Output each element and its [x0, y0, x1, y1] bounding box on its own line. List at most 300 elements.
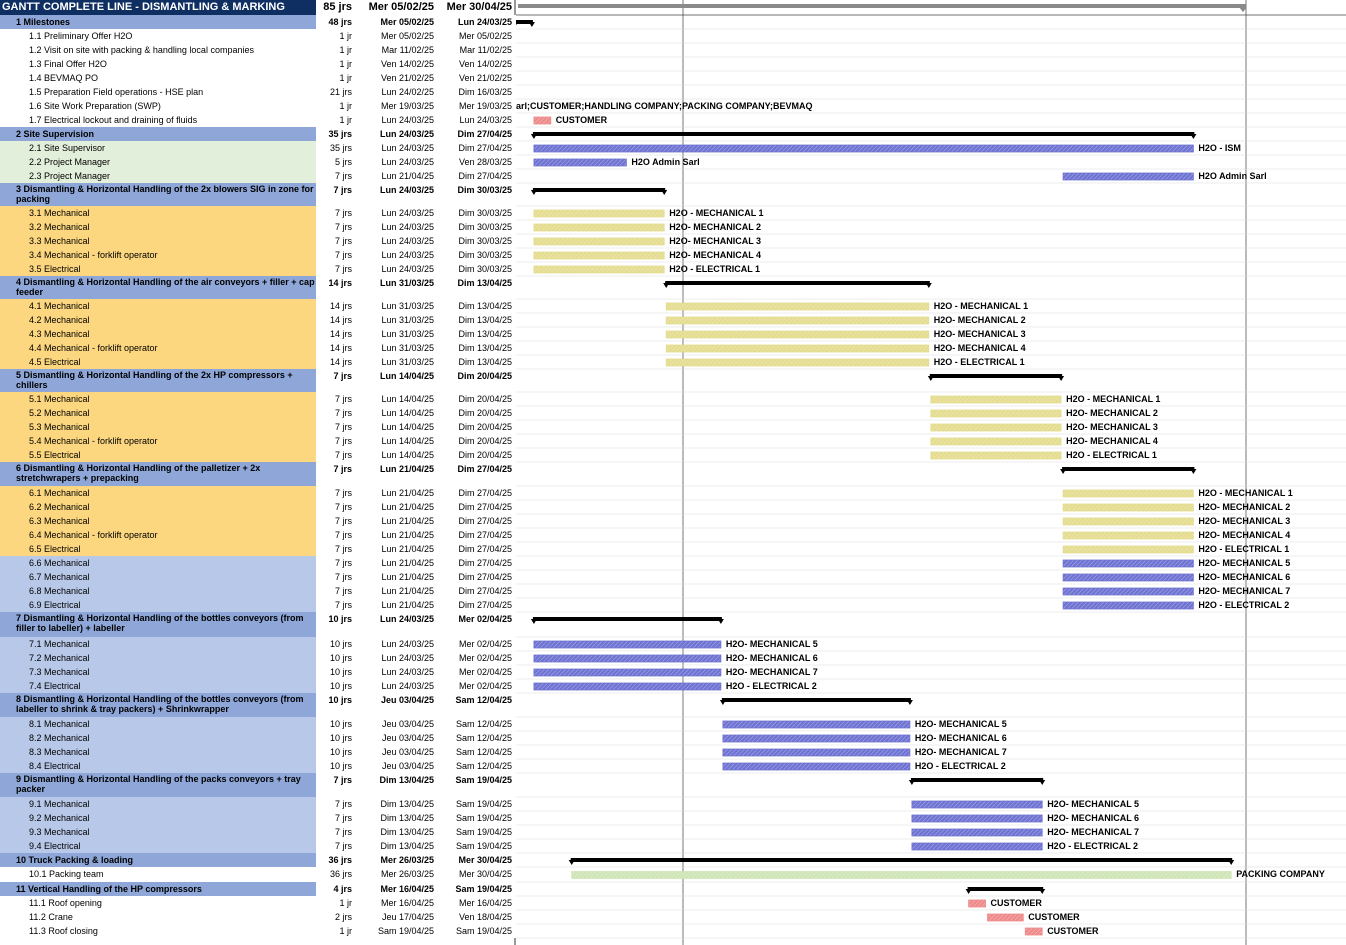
task-name-cell: 6.8 Mechanical: [0, 584, 316, 598]
task-duration-cell: 1 jr: [316, 43, 356, 57]
task-start-cell: Lun 24/03/25: [356, 141, 438, 155]
task-bar: [534, 145, 1194, 152]
task-bar: [534, 117, 551, 124]
resource-label: H2O- MECHANICAL 6: [725, 653, 818, 663]
resource-label: H2O - ELECTRICAL 1: [669, 264, 761, 274]
task-start-cell: Sam 19/04/25: [356, 924, 438, 938]
resource-label: CUSTOMER: [1028, 912, 1080, 922]
task-end-cell: Dim 13/04/25: [438, 299, 516, 313]
summary-bar-end-marker: [718, 619, 724, 624]
task-duration-cell: 7 jrs: [316, 556, 356, 570]
summary-bar: [911, 778, 1043, 782]
task-duration-cell: 14 jrs: [316, 299, 356, 313]
task-start-cell: Lun 24/03/25: [356, 234, 438, 248]
summary-bar-start-marker: [569, 860, 575, 865]
task-start-cell: Ven 21/02/25: [356, 71, 438, 85]
task-bar: [534, 238, 664, 245]
resource-label: H2O - ELECTRICAL 1: [1066, 450, 1157, 460]
resource-label: H2O - ELECTRICAL 1: [1198, 544, 1290, 554]
task-bar: [666, 317, 929, 324]
task-end-cell: Dim 30/03/25: [438, 183, 516, 206]
task-start-cell: Dim 13/04/25: [356, 839, 438, 853]
task-end-cell: Dim 20/04/25: [438, 392, 516, 406]
task-name-cell: 6.5 Electrical: [0, 542, 316, 556]
summary-bar: [533, 188, 665, 192]
task-name-cell: 1.7 Electrical lockout and draining of fluids: [0, 113, 316, 127]
task-end-cell: Mer 02/04/25: [438, 665, 516, 679]
task-start-cell: Lun 14/04/25: [356, 406, 438, 420]
task-end-cell: Dim 27/04/25: [438, 127, 516, 141]
task-start-cell: Mer 26/03/25: [356, 853, 438, 867]
task-start-cell: Jeu 03/04/25: [356, 731, 438, 745]
task-end-cell: Mer 30/04/25: [438, 853, 516, 867]
summary-bar-start-marker: [928, 376, 934, 381]
task-end-cell: Ven 14/02/25: [438, 57, 516, 71]
task-start-cell: Lun 21/04/25: [356, 528, 438, 542]
task-name-cell: 9 Dismantling & Horizontal Handling of the packs conveyors + tray packer: [0, 773, 316, 797]
task-end-cell: Dim 27/04/25: [438, 584, 516, 598]
task-start-cell: Mer 26/03/25: [356, 867, 438, 882]
task-end-cell: Dim 27/04/25: [438, 169, 516, 183]
task-end-cell: Sam 12/04/25: [438, 693, 516, 717]
resource-label: H2O Admin Sarl: [1198, 171, 1267, 181]
task-start-cell: Lun 21/04/25: [356, 486, 438, 500]
task-duration-cell: 7 jrs: [316, 514, 356, 528]
task-name-cell: 8.1 Mechanical: [0, 717, 316, 731]
task-name-cell: 4.5 Electrical: [0, 355, 316, 369]
task-bar: [931, 438, 1061, 445]
task-duration-cell: 35 jrs: [316, 141, 356, 155]
task-duration-cell: 7 jrs: [316, 206, 356, 220]
summary-bar-start-marker: [720, 700, 726, 705]
task-end-cell: Dim 27/04/25: [438, 486, 516, 500]
task-name-cell: 4.1 Mechanical: [0, 299, 316, 313]
resource-label: H2O- MECHANICAL 3: [1066, 422, 1158, 432]
task-start-cell: Lun 24/03/25: [356, 248, 438, 262]
task-end-cell: Sam 19/04/25: [438, 839, 516, 853]
header-duration: 85 jrs: [316, 0, 356, 15]
resource-label: H2O- MECHANICAL 6: [914, 733, 1007, 743]
task-name-cell: 11.3 Roof closing: [0, 924, 316, 938]
task-start-cell: Lun 31/03/25: [356, 299, 438, 313]
task-start-cell: Lun 31/03/25: [356, 355, 438, 369]
summary-bar-end-marker: [1039, 780, 1045, 785]
task-duration-cell: 7 jrs: [316, 369, 356, 392]
resource-label: CUSTOMER: [990, 898, 1042, 908]
task-bar: [931, 396, 1061, 403]
task-bar: [534, 224, 664, 231]
task-end-cell: Sam 19/04/25: [438, 882, 516, 896]
task-duration-cell: 36 jrs: [316, 867, 356, 882]
task-duration-cell: 7 jrs: [316, 169, 356, 183]
task-end-cell: Ven 18/04/25: [438, 910, 516, 924]
task-bar: [666, 331, 929, 338]
task-name-cell: 4.4 Mechanical - forklift operator: [0, 341, 316, 355]
resource-label: H2O- MECHANICAL 2: [1198, 502, 1291, 512]
summary-bar: [514, 20, 533, 24]
task-duration-cell: 7 jrs: [316, 234, 356, 248]
resource-label: H2O- MECHANICAL 7: [914, 747, 1007, 757]
task-name-cell: 5 Dismantling & Horizontal Handling of the 2x HP compressors + chillers: [0, 369, 316, 392]
task-name-cell: 9.3 Mechanical: [0, 825, 316, 839]
task-name-cell: 1.1 Preliminary Offer H2O: [0, 29, 316, 43]
task-start-cell: Mer 16/04/25: [356, 896, 438, 910]
task-duration-cell: 14 jrs: [316, 355, 356, 369]
task-name-cell: 4 Dismantling & Horizontal Handling of the air conveyors + filler + cap feeder: [0, 276, 316, 299]
task-start-cell: Jeu 03/04/25: [356, 759, 438, 773]
task-bar: [969, 900, 986, 907]
task-name-cell: 1.5 Preparation Field operations - HSE plan: [0, 85, 316, 99]
resource-label: H2O - ISM: [1198, 143, 1241, 153]
task-start-cell: Mer 05/02/25: [356, 29, 438, 43]
task-name-cell: 1.4 BEVMAQ PO: [0, 71, 316, 85]
task-end-cell: Dim 20/04/25: [438, 369, 516, 392]
task-name-cell: 3.5 Electrical: [0, 262, 316, 276]
resource-label: H2O- MECHANICAL 4: [669, 250, 762, 260]
task-name-cell: 6.4 Mechanical - forklift operator: [0, 528, 316, 542]
task-start-cell: Lun 31/03/25: [356, 341, 438, 355]
task-end-cell: Lun 24/03/25: [438, 113, 516, 127]
task-bar: [534, 210, 664, 217]
task-end-cell: Dim 20/04/25: [438, 448, 516, 462]
task-name-cell: 1 Milestones: [0, 15, 316, 29]
task-start-cell: Lun 24/03/25: [356, 155, 438, 169]
task-name-cell: 2 Site Supervision: [0, 127, 316, 141]
task-start-cell: Lun 31/03/25: [356, 276, 438, 299]
task-start-cell: Jeu 03/04/25: [356, 693, 438, 717]
task-duration-cell: 7 jrs: [316, 528, 356, 542]
summary-bar-end-marker: [661, 190, 667, 195]
resource-label: H2O - MECHANICAL 1: [1066, 394, 1161, 404]
task-end-cell: Dim 30/03/25: [438, 220, 516, 234]
task-name-cell: 6 Dismantling & Horizontal Handling of the palletizer + 2x stretchwrapers + prepacking: [0, 462, 316, 486]
task-bar: [931, 410, 1061, 417]
task-start-cell: Lun 14/04/25: [356, 369, 438, 392]
task-start-cell: Lun 14/04/25: [356, 448, 438, 462]
task-start-cell: Lun 31/03/25: [356, 313, 438, 327]
task-name-cell: 8.3 Mechanical: [0, 745, 316, 759]
task-duration-cell: 7 jrs: [316, 500, 356, 514]
task-start-cell: Jeu 17/04/25: [356, 910, 438, 924]
task-bar: [666, 359, 929, 366]
task-start-cell: Dim 13/04/25: [356, 797, 438, 811]
task-start-cell: Mar 11/02/25: [356, 43, 438, 57]
task-duration-cell: 35 jrs: [316, 127, 356, 141]
task-duration-cell: 1 jr: [316, 896, 356, 910]
task-start-cell: Lun 24/02/25: [356, 85, 438, 99]
resource-label: H2O- MECHANICAL 6: [1198, 572, 1291, 582]
summary-bar: [533, 132, 1195, 136]
resource-label: H2O- MECHANICAL 2: [669, 222, 762, 232]
task-end-cell: Mar 11/02/25: [438, 43, 516, 57]
resource-label: CUSTOMER: [555, 115, 608, 125]
project-summary-bar: [518, 4, 1246, 8]
task-start-cell: Lun 24/03/25: [356, 651, 438, 665]
task-end-cell: Dim 30/03/25: [438, 206, 516, 220]
task-start-cell: Jeu 03/04/25: [356, 717, 438, 731]
task-duration-cell: 7 jrs: [316, 392, 356, 406]
task-start-cell: Lun 24/03/25: [356, 220, 438, 234]
task-start-cell: Dim 13/04/25: [356, 811, 438, 825]
task-duration-cell: 7 jrs: [316, 220, 356, 234]
task-duration-cell: 7 jrs: [316, 773, 356, 797]
task-name-cell: 2.2 Project Manager: [0, 155, 316, 169]
task-start-cell: Lun 24/03/25: [356, 262, 438, 276]
task-name-cell: 4.2 Mechanical: [0, 313, 316, 327]
task-end-cell: Mer 02/04/25: [438, 612, 516, 637]
task-duration-cell: 7 jrs: [316, 434, 356, 448]
task-bar: [1063, 504, 1193, 511]
summary-bar-start-marker: [531, 134, 537, 139]
task-start-cell: Mer 16/04/25: [356, 882, 438, 896]
resource-label: H2O - MECHANICAL 1: [933, 301, 1029, 311]
task-bar: [912, 815, 1042, 822]
task-name-cell: 5.5 Electrical: [0, 448, 316, 462]
task-end-cell: Dim 30/03/25: [438, 262, 516, 276]
task-bar: [931, 452, 1061, 459]
task-end-cell: Sam 19/04/25: [438, 811, 516, 825]
task-start-cell: Lun 24/03/25: [356, 665, 438, 679]
header-start: Mer 05/02/25: [356, 0, 438, 15]
task-duration-cell: 14 jrs: [316, 313, 356, 327]
task-bar: [534, 159, 627, 166]
task-bar: [534, 266, 664, 273]
task-duration-cell: 10 jrs: [316, 679, 356, 693]
task-bar: [666, 345, 929, 352]
task-bar: [1063, 574, 1193, 581]
task-duration-cell: 7 jrs: [316, 584, 356, 598]
task-duration-cell: 7 jrs: [316, 448, 356, 462]
task-end-cell: Mer 05/02/25: [438, 29, 516, 43]
task-duration-cell: 7 jrs: [316, 598, 356, 612]
task-bar: [912, 801, 1042, 808]
task-start-cell: Lun 24/03/25: [356, 183, 438, 206]
task-duration-cell: 10 jrs: [316, 731, 356, 745]
summary-bar-end-marker: [907, 700, 913, 705]
task-start-cell: Lun 21/04/25: [356, 584, 438, 598]
task-name-cell: 5.3 Mechanical: [0, 420, 316, 434]
summary-bar-start-marker: [663, 283, 669, 288]
resource-label: H2O- MECHANICAL 5: [725, 639, 818, 649]
task-end-cell: Dim 20/04/25: [438, 406, 516, 420]
resource-label: H2O- MECHANICAL 6: [1047, 813, 1140, 823]
task-duration-cell: 10 jrs: [316, 717, 356, 731]
summary-bar-start-marker: [1060, 469, 1066, 474]
task-start-cell: Dim 13/04/25: [356, 825, 438, 839]
task-end-cell: Sam 12/04/25: [438, 745, 516, 759]
task-end-cell: Sam 19/04/25: [438, 797, 516, 811]
task-end-cell: Sam 12/04/25: [438, 731, 516, 745]
task-end-cell: Dim 27/04/25: [438, 462, 516, 486]
project-summary-end-marker: [1239, 7, 1247, 12]
task-name-cell: 10.1 Packing team: [0, 867, 316, 882]
task-start-cell: Lun 24/03/25: [356, 679, 438, 693]
task-end-cell: Dim 30/03/25: [438, 234, 516, 248]
task-start-cell: Jeu 03/04/25: [356, 745, 438, 759]
resource-label: H2O - ELECTRICAL 2: [725, 681, 817, 691]
summary-bar-end-marker: [529, 22, 535, 27]
task-start-cell: Lun 24/03/25: [356, 612, 438, 637]
resource-label: H2O - ELECTRICAL 1: [933, 357, 1025, 367]
task-name-cell: 11 Vertical Handling of the HP compressors: [0, 882, 316, 896]
task-duration-cell: 10 jrs: [316, 759, 356, 773]
task-end-cell: Ven 21/02/25: [438, 71, 516, 85]
resource-label: H2O- MECHANICAL 3: [933, 329, 1026, 339]
task-name-cell: 6.3 Mechanical: [0, 514, 316, 528]
task-bar: [1063, 588, 1193, 595]
task-end-cell: Mer 16/04/25: [438, 896, 516, 910]
task-duration-cell: 14 jrs: [316, 341, 356, 355]
task-name-cell: 6.2 Mechanical: [0, 500, 316, 514]
task-name-cell: 5.1 Mechanical: [0, 392, 316, 406]
task-name-cell: 3 Dismantling & Horizontal Handling of the 2x blowers SIG in zone for packing: [0, 183, 316, 206]
task-name-cell: 6.7 Mechanical: [0, 570, 316, 584]
task-name-cell: 9.1 Mechanical: [0, 797, 316, 811]
resource-label: H2O - ELECTRICAL 2: [914, 761, 1006, 771]
task-bar: [723, 749, 910, 756]
task-end-cell: Dim 27/04/25: [438, 500, 516, 514]
summary-bar: [533, 617, 722, 621]
task-duration-cell: 10 jrs: [316, 651, 356, 665]
task-end-cell: Sam 19/04/25: [438, 825, 516, 839]
task-end-cell: Dim 20/04/25: [438, 434, 516, 448]
task-duration-cell: 14 jrs: [316, 276, 356, 299]
task-end-cell: Dim 30/03/25: [438, 248, 516, 262]
task-bar: [1063, 173, 1193, 180]
resource-label: H2O- MECHANICAL 5: [1047, 799, 1140, 809]
task-duration-cell: 48 jrs: [316, 15, 356, 29]
task-name-cell: 1.6 Site Work Preparation (SWP): [0, 99, 316, 113]
task-end-cell: Mer 02/04/25: [438, 637, 516, 651]
task-bar: [534, 252, 664, 259]
task-end-cell: Dim 27/04/25: [438, 556, 516, 570]
task-duration-cell: 7 jrs: [316, 248, 356, 262]
resource-label: H2O- MECHANICAL 3: [669, 236, 762, 246]
task-end-cell: Dim 13/04/25: [438, 313, 516, 327]
task-end-cell: Sam 12/04/25: [438, 717, 516, 731]
task-duration-cell: 10 jrs: [316, 745, 356, 759]
task-duration-cell: 4 jrs: [316, 882, 356, 896]
task-duration-cell: 14 jrs: [316, 327, 356, 341]
task-name-cell: 2.1 Site Supervisor: [0, 141, 316, 155]
task-start-cell: Dim 13/04/25: [356, 773, 438, 797]
task-name-cell: 6.6 Mechanical: [0, 556, 316, 570]
task-duration-cell: 7 jrs: [316, 462, 356, 486]
task-name-cell: 9.2 Mechanical: [0, 811, 316, 825]
task-duration-cell: 1 jr: [316, 57, 356, 71]
task-name-cell: 8.4 Electrical: [0, 759, 316, 773]
summary-bar-end-marker: [1058, 376, 1064, 381]
task-end-cell: Dim 13/04/25: [438, 341, 516, 355]
task-start-cell: Lun 21/04/25: [356, 556, 438, 570]
task-name-cell: 3.2 Mechanical: [0, 220, 316, 234]
summary-bar-start-marker: [909, 780, 915, 785]
task-duration-cell: 7 jrs: [316, 811, 356, 825]
task-end-cell: Dim 20/04/25: [438, 420, 516, 434]
task-bar: [534, 641, 721, 648]
task-start-cell: Lun 24/03/25: [356, 127, 438, 141]
task-start-cell: Lun 24/03/25: [356, 206, 438, 220]
resource-label: H2O- MECHANICAL 5: [914, 719, 1007, 729]
task-bar: [1063, 602, 1193, 609]
task-duration-cell: 7 jrs: [316, 406, 356, 420]
task-start-cell: Ven 14/02/25: [356, 57, 438, 71]
task-name-cell: 7.4 Electrical: [0, 679, 316, 693]
resource-label: H2O- MECHANICAL 2: [1066, 408, 1158, 418]
task-duration-cell: 7 jrs: [316, 542, 356, 556]
task-name-cell: 7.2 Mechanical: [0, 651, 316, 665]
task-duration-cell: 7 jrs: [316, 825, 356, 839]
task-duration-cell: 10 jrs: [316, 637, 356, 651]
task-name-cell: 8.2 Mechanical: [0, 731, 316, 745]
task-start-cell: Lun 14/04/25: [356, 420, 438, 434]
task-start-cell: Mer 19/03/25: [356, 99, 438, 113]
task-end-cell: Dim 13/04/25: [438, 355, 516, 369]
task-name-cell: 5.4 Mechanical - forklift operator: [0, 434, 316, 448]
task-end-cell: Dim 27/04/25: [438, 528, 516, 542]
task-end-cell: Dim 27/04/25: [438, 570, 516, 584]
task-start-cell: Lun 24/03/25: [356, 637, 438, 651]
task-start-cell: Lun 21/04/25: [356, 514, 438, 528]
task-end-cell: Dim 13/04/25: [438, 327, 516, 341]
resource-label: H2O- MECHANICAL 4: [933, 343, 1026, 353]
task-duration-cell: 7 jrs: [316, 570, 356, 584]
task-duration-cell: 10 jrs: [316, 665, 356, 679]
resource-label: arl;CUSTOMER;HANDLING COMPANY;PACKING COMPANY;BEVMAQ: [516, 101, 813, 111]
task-bar: [1063, 532, 1193, 539]
summary-bar-end-marker: [1228, 860, 1234, 865]
task-duration-cell: 7 jrs: [316, 486, 356, 500]
task-start-cell: Lun 21/04/25: [356, 598, 438, 612]
resource-label: CUSTOMER: [1047, 926, 1099, 936]
resource-label: H2O - ELECTRICAL 2: [1047, 841, 1139, 851]
task-end-cell: Dim 16/03/25: [438, 85, 516, 99]
task-duration-cell: 36 jrs: [316, 853, 356, 867]
task-end-cell: Mer 19/03/25: [438, 99, 516, 113]
task-bar: [931, 424, 1061, 431]
task-bar: [723, 735, 910, 742]
task-bar: [1063, 560, 1193, 567]
chart-title: GANTT COMPLETE LINE - DISMANTLING & MARKING: [0, 0, 316, 15]
task-end-cell: Mer 02/04/25: [438, 679, 516, 693]
task-name-cell: 3.1 Mechanical: [0, 206, 316, 220]
task-end-cell: Sam 12/04/25: [438, 759, 516, 773]
resource-label: H2O - ELECTRICAL 2: [1198, 600, 1290, 610]
summary-bar-start-marker: [531, 619, 537, 624]
task-start-cell: Lun 21/04/25: [356, 462, 438, 486]
resource-label: H2O- MECHANICAL 4: [1198, 530, 1291, 540]
task-name-cell: 7.1 Mechanical: [0, 637, 316, 651]
task-duration-cell: 1 jr: [316, 924, 356, 938]
task-bar: [572, 872, 1231, 879]
header-end: Mer 30/04/25: [438, 0, 516, 15]
task-end-cell: Sam 19/04/25: [438, 773, 516, 797]
task-name-cell: 11.2 Crane: [0, 910, 316, 924]
summary-bar-end-marker: [1190, 134, 1196, 139]
resource-label: H2O- MECHANICAL 7: [1198, 586, 1291, 596]
task-name-cell: 1.2 Visit on site with packing & handling local companies: [0, 43, 316, 57]
task-name-cell: 10 Truck Packing & loading: [0, 853, 316, 867]
task-duration-cell: 10 jrs: [316, 612, 356, 637]
summary-bar-end-marker: [1039, 889, 1045, 894]
task-end-cell: Mer 30/04/25: [438, 867, 516, 882]
task-bar: [723, 721, 910, 728]
task-end-cell: Ven 28/03/25: [438, 155, 516, 169]
task-start-cell: Lun 14/04/25: [356, 434, 438, 448]
resource-label: H2O- MECHANICAL 4: [1066, 436, 1158, 446]
summary-bar-end-marker: [1190, 469, 1196, 474]
task-duration-cell: 5 jrs: [316, 155, 356, 169]
